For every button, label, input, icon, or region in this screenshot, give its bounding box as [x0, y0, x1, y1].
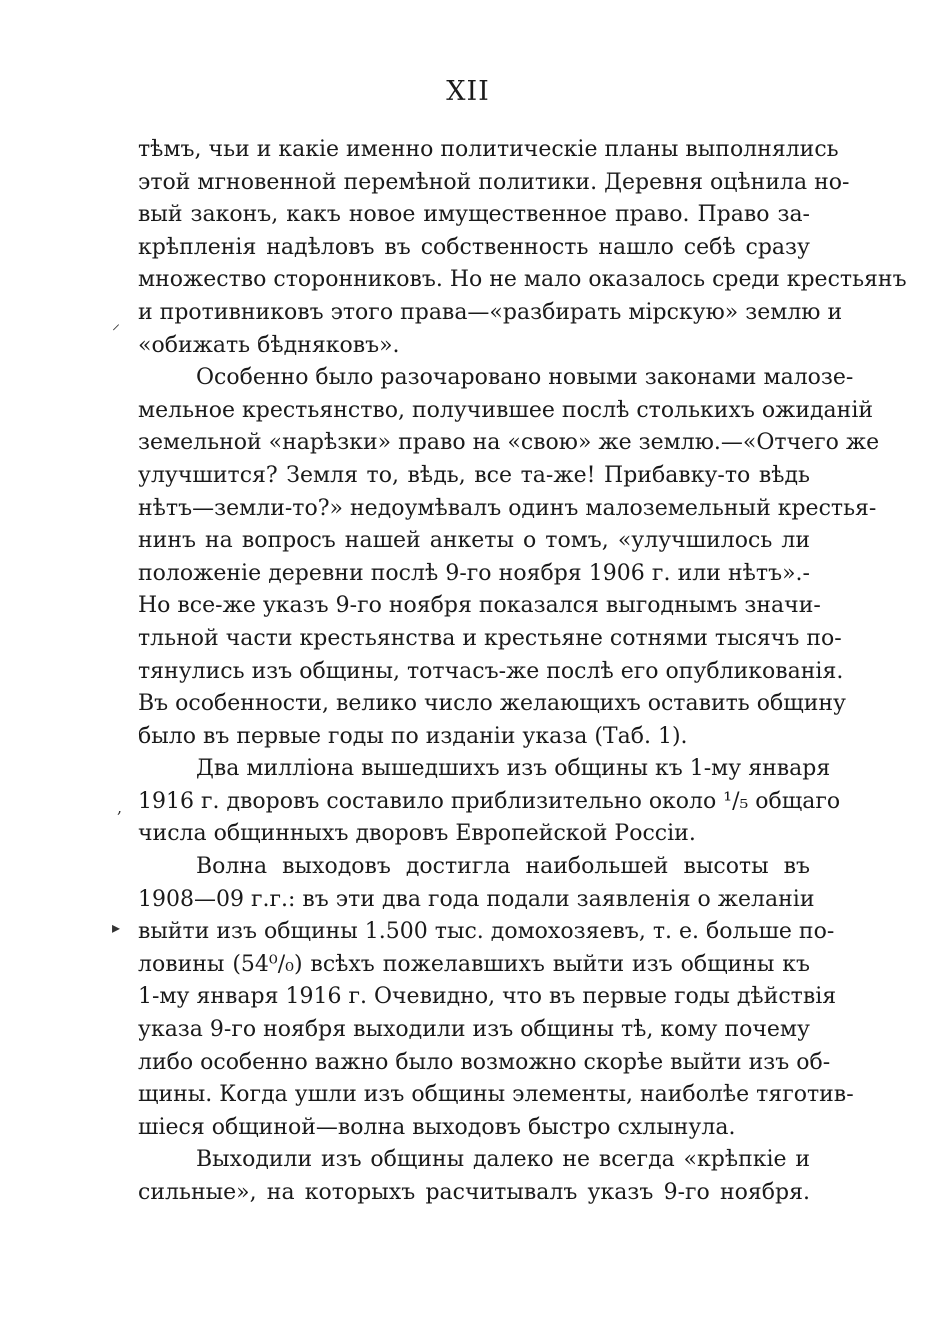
- margin-mark: ,: [117, 798, 123, 817]
- text-line: нѣтъ—земли-то?» недоумѣвалъ одинъ малоземельный крестья-: [138, 495, 877, 521]
- text-line: мельное крестьянство, получившее послѣ столькихъ ожиданій: [138, 397, 874, 423]
- text-line: тѣмъ, чьи и какіе именно политическіе планы выполнялись: [138, 137, 839, 162]
- text-line: тянулись изъ общины, тотчасъ-же послѣ его опубликованія.: [138, 658, 844, 684]
- margin-mark: ⸝: [112, 314, 121, 333]
- text-line: тльной части крестьянства и крестьяне сотнями тысячъ по-: [138, 625, 842, 651]
- text-line: Въ особенности, велико число желающихъ оставить общину: [138, 691, 846, 717]
- text-line: Выходили изъ общины далеко не всегда «крѣпкіе и: [196, 1147, 810, 1173]
- page-number: XII: [446, 76, 490, 107]
- text-line: «обижать бѣдняковъ».: [138, 332, 400, 358]
- text-line: Волна выходовъ достигла наибольшей высоты въ: [196, 854, 810, 880]
- text-line: Но все-же указъ 9-го ноября показался выгоднымъ значи-: [138, 593, 821, 619]
- text-line: 1908—09 г.г.: въ эти два года подали заявленія о желаніи: [138, 886, 815, 912]
- text-line: было въ первые годы по изданіи указа (Таб. 1).: [138, 723, 688, 749]
- text-line: шіеся общиной—волна выходовъ быстро схлынула.: [138, 1114, 736, 1140]
- text-line: Особенно было разочаровано новыми законами малозе-: [196, 365, 854, 391]
- text-line: числа общинныхъ дворовъ Европейской Россіи.: [138, 821, 696, 847]
- text-line: 1-му января 1916 г. Очевидно, что въ первые годы дѣйствія: [138, 984, 837, 1010]
- text-line: 1916 г. дворовъ составило приблизительно около ¹/₅ общаго: [138, 788, 841, 814]
- text-line: вый законъ, какъ новое имущественное право. Право за-: [138, 202, 810, 228]
- text-line: либо особенно важно было возможно скорѣе выйти изъ об-: [138, 1049, 831, 1075]
- text-line: этой мгновенной перемѣной политики. Деревня оцѣнила но-: [138, 169, 850, 195]
- text-line: Два милліона вышедшихъ изъ общины къ 1-му января: [196, 756, 831, 782]
- body-text: [138, 134, 907, 1210]
- text-line: и противниковъ этого права—«разбирать мірскую» землю и: [138, 299, 843, 325]
- text-line: выйти изъ общины 1.500 тыс. домохозяевъ, т. е. больше по-: [138, 919, 835, 945]
- text-line: указа 9-го ноября выходили изъ общины тѣ, кому почему: [138, 1017, 810, 1043]
- text-line: крѣпленія надѣловъ въ собственность нашло себѣ сразу: [138, 234, 810, 260]
- text-line: нинъ на вопросъ нашей анкеты о томъ, «улучшилось ли: [138, 528, 810, 554]
- text-line: положеніе деревни послѣ 9-го ноября 1906 г. или нѣтъ».-: [138, 560, 810, 586]
- text-line: сильные», на которыхъ расчитывалъ указъ 9-го ноября.: [138, 1180, 810, 1205]
- text-line: земельной «нарѣзки» право на «свою» же землю.—«Отчего же: [138, 430, 880, 456]
- text-line: улучшится? Земля то, вѣдь, все та-же! Прибавку-то вѣдь: [138, 462, 810, 488]
- text-line: щины. Когда ушли изъ общины элементы, наиболѣе тяготив-: [138, 1082, 854, 1108]
- margin-mark: ▸: [112, 918, 121, 937]
- text-line: множество сторонниковъ. Но не мало оказалось среди крестьянъ: [138, 267, 907, 293]
- text-line: ловины (54⁰/₀) всѣхъ пожелавшихъ выйти изъ общины къ: [138, 951, 810, 977]
